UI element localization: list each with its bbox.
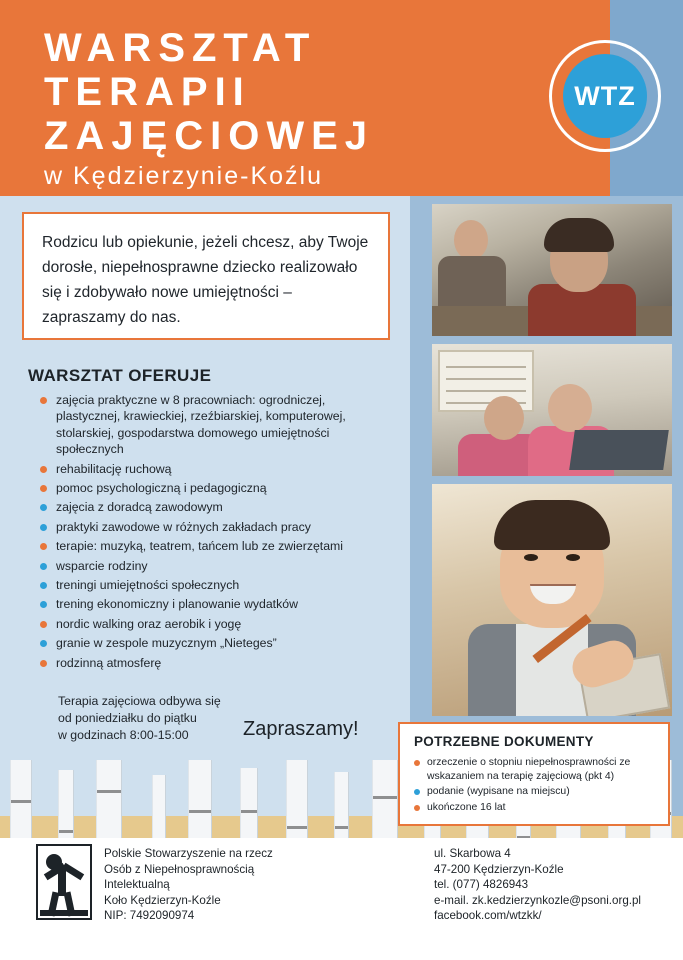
list-item: zajęcia praktyczne w 8 pracowniach: ogrodniczej, plastycznej, krawieckiej, rzeźbiarskiej, komputerowej, stolarskiej, gospodarstwa domowego umiejętności społecznych [40, 392, 380, 458]
list-item: orzeczenie o stopniu niepełnosprawności ze wskazaniem na terapię zajęciową (pkt 4) [414, 756, 654, 783]
figure-base [40, 910, 88, 916]
contact-street: ul. Skarbowa 4 [434, 847, 511, 860]
title-line-1: WARSZTAT [44, 26, 317, 70]
participant-head [484, 396, 524, 440]
org-line-1: Polskie Stowarzyszenie na rzecz [104, 847, 273, 860]
title-line-2: TERAPII [44, 70, 251, 114]
list-item: rodzinną atmosferę [40, 655, 380, 671]
psoni-logo-icon [36, 844, 92, 920]
intro-message-text: Rodzicu lub opiekunie, jeżeli chcesz, aby Twoje dorosłe, niepełnosprawne dziecko realizowało się i zdobywało nowe umiejętności – zapraszamy do nas. [42, 234, 369, 326]
invitation-text: Zapraszamy! [243, 718, 359, 740]
list-item: trening ekonomiczny i planowanie wydatków [40, 596, 380, 612]
offer-heading: WARSZTAT OFERUJE [28, 366, 212, 385]
org-line-5: NIP: 7492090974 [104, 909, 195, 923]
schedule-info [58, 693, 248, 744]
list-item: pomoc psychologiczną i pedagogiczną [40, 480, 380, 496]
list-item: zajęcia z doradcą zawodowym [40, 499, 380, 515]
organization-info [104, 846, 334, 924]
documents-heading: POTRZEBNE DOKUMENTY [414, 734, 594, 749]
list-item: wsparcie rodziny [40, 558, 380, 574]
wall-board-shape [438, 350, 534, 412]
title-line-3: ZAJĘCIOWEJ [44, 114, 375, 158]
offer-list [40, 392, 380, 674]
photo-computer-class [432, 344, 672, 476]
list-item: ukończone 16 lat [414, 801, 654, 815]
participant-eye-right [566, 554, 580, 561]
wtz-logo [549, 40, 661, 152]
title-subtitle: w Kędzierzynie-Koźlu [44, 162, 323, 190]
poster-header [0, 0, 683, 196]
contact-facebook[interactable]: facebook.com/wtzkk/ [434, 909, 542, 923]
list-item: rehabilitację ruchową [40, 461, 380, 477]
participant-eye-left [524, 554, 538, 561]
instructor-hair [544, 218, 614, 252]
list-item: nordic walking oraz aerobik i yogę [40, 616, 380, 632]
photo-participant-painting [432, 484, 672, 716]
participant-hair [494, 500, 610, 550]
intro-message-box [22, 212, 390, 340]
list-item: terapie: muzyką, teatrem, tańcem lub ze zwierzętami [40, 538, 380, 554]
logo-label: WTZ [574, 80, 636, 111]
figure-body [58, 866, 66, 896]
schedule-line-3: w godzinach 8:00-15:00 [58, 728, 189, 742]
contact-phone: tel. (077) 4826943 [434, 878, 529, 892]
list-item: podanie (wypisane na miejscu) [414, 785, 654, 799]
contact-city: 47-200 Kędzierzyn-Koźle [434, 862, 564, 876]
org-line-2: Osób z Niepełnosprawnością [104, 862, 255, 876]
required-documents-box [398, 722, 670, 826]
contact-email[interactable]: e-mail. zk.kedzierzynkozle@psoni.org.pl [434, 893, 642, 907]
list-item: praktyki zawodowe w różnych zakładach pracy [40, 519, 380, 535]
org-line-4: Koło Kędzierzyn-Koźle [104, 893, 221, 907]
therapist-head [548, 384, 592, 432]
schedule-line-2: od poniedziałku do piątku [58, 711, 197, 725]
laptop-shape [569, 430, 669, 470]
list-item: granie w zespole muzycznym „Nieteges” [40, 635, 380, 651]
page-title [44, 26, 564, 191]
person-background-head [454, 220, 488, 260]
contact-info [434, 846, 674, 924]
person-background-body [438, 256, 506, 306]
org-line-3: Intelektualną [104, 878, 170, 892]
schedule-line-1: Terapia zajęciowa odbywa się [58, 694, 221, 708]
list-item: treningi umiejętności społecznych [40, 577, 380, 593]
photo-workshop [432, 204, 672, 336]
